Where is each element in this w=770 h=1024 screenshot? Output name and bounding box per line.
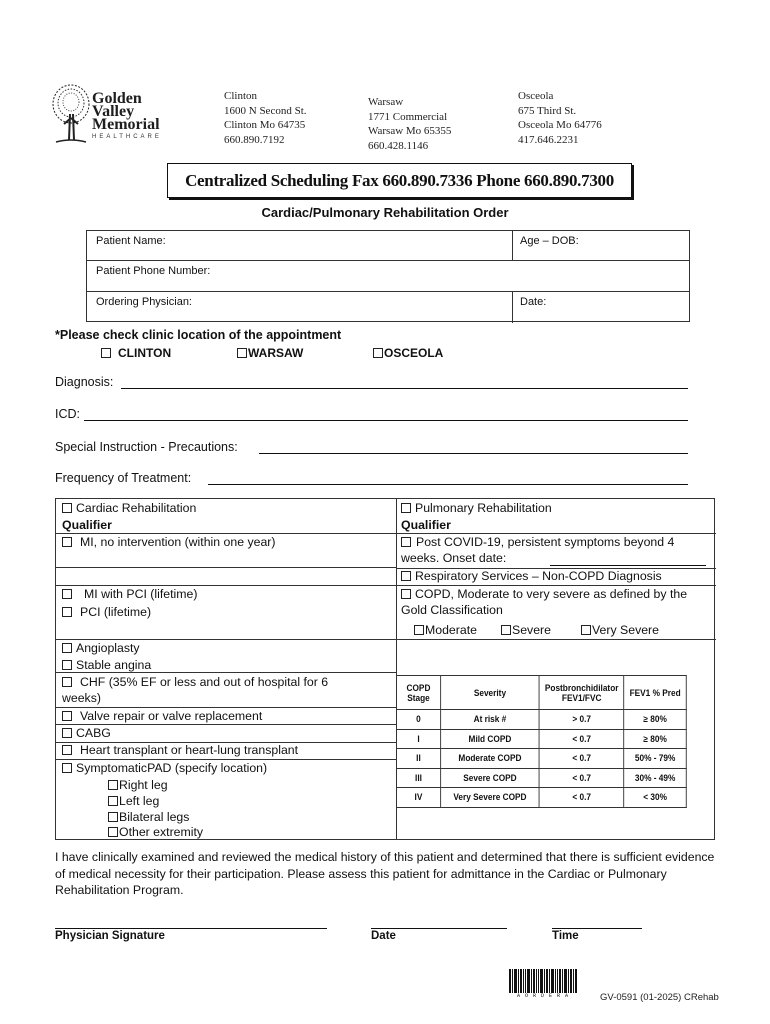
form-code: GV-0591 (01-2025) CRehab <box>600 992 719 1003</box>
pulmonary-qualifier-heading: Qualifier <box>401 518 451 532</box>
checkbox-icon[interactable] <box>62 607 72 617</box>
cardiac-item-mi-no-intervention[interactable]: MI, no intervention (within one year) <box>62 535 275 550</box>
checkbox-icon[interactable] <box>401 589 411 599</box>
icd-label: ICD: <box>55 407 80 421</box>
table-cell: < 0.7 <box>539 768 624 788</box>
table-cell: 50% - 79% <box>624 749 686 769</box>
pad-left-leg[interactable]: Left leg <box>108 794 159 809</box>
table-header-row <box>396 676 686 710</box>
pad-right-leg[interactable]: Right leg <box>108 778 168 793</box>
table-cell: ≥ 80% <box>624 710 686 730</box>
table-cell: III <box>396 768 440 788</box>
clinic-location-prompt: *Please check clinic location of the appointment <box>55 328 342 342</box>
date-label: Date: <box>520 296 547 308</box>
signature-time-label: Time <box>552 930 579 942</box>
checkbox-icon[interactable] <box>62 711 72 721</box>
copd-gold-classification-table <box>396 675 687 808</box>
table-cell: Severe COPD <box>440 768 539 788</box>
physician-attestation: I have clinically examined and reviewed the medical history of this patient and determined that there is sufficient evidence of medical necessity for their participation. Please assess this patient for admittance in the Cardiac or Pulmonary Rehabilitation Program. <box>55 850 715 897</box>
checkbox-icon[interactable] <box>501 625 511 635</box>
header-cell: Severity <box>440 676 539 710</box>
pad-bilateral-legs[interactable]: Bilateral legs <box>108 810 189 825</box>
address-warsaw: Warsaw 1771 Commercial Warsaw Mo 65355 660.428.1146 <box>368 96 452 152</box>
checkbox-icon[interactable] <box>414 625 424 635</box>
checkbox-icon[interactable] <box>581 625 591 635</box>
cardiac-item-stable-angina[interactable]: Stable angina <box>62 658 151 673</box>
frequency-field[interactable] <box>208 484 688 485</box>
cardiac-item-chf[interactable]: CHF (35% EF or less and out of hospital for 6 <box>62 675 328 690</box>
checkbox-icon[interactable] <box>62 763 72 773</box>
pulmonary-copd-gold: Gold Classification <box>401 603 503 617</box>
patient-info-table <box>86 230 690 322</box>
barcode-icon <box>509 969 577 999</box>
signature-date-label: Date <box>371 930 396 942</box>
checkbox-icon[interactable] <box>62 677 72 687</box>
diagnosis-field[interactable] <box>121 388 688 389</box>
clinic-option-osceola[interactable]: OSCEOLA <box>373 346 443 360</box>
header-cell: COPD Stage <box>396 676 440 710</box>
table-cell: 30% - 49% <box>624 768 686 788</box>
cardiac-item-pci[interactable]: PCI (lifetime) <box>62 605 151 620</box>
logo-line1: Golden <box>92 90 142 107</box>
checkbox-icon[interactable] <box>62 503 72 513</box>
checkbox-icon[interactable] <box>401 537 411 547</box>
checkbox-icon[interactable] <box>101 348 111 358</box>
table-cell: > 0.7 <box>539 710 624 730</box>
cardiac-item-mi-pci[interactable]: MI with PCI (lifetime) <box>62 587 197 602</box>
checkbox-icon[interactable] <box>401 571 411 581</box>
pulmonary-item-copd[interactable]: COPD, Moderate to very severe as defined by the <box>401 587 687 602</box>
severity-severe[interactable]: Severe <box>501 623 551 638</box>
tree-icon <box>52 84 90 144</box>
table-cell: ≥ 80% <box>624 729 686 749</box>
table-row <box>396 749 686 769</box>
severity-very-severe[interactable]: Very Severe <box>581 623 659 638</box>
clinic-option-warsaw[interactable]: WARSAW <box>237 346 303 360</box>
physician-signature-label: Physician Signature <box>55 930 165 942</box>
table-cell: < 30% <box>624 788 686 808</box>
table-cell: Moderate COPD <box>440 749 539 769</box>
physician-signature-field[interactable] <box>55 928 327 929</box>
scheduling-banner: Centralized Scheduling Fax 660.890.7336 Phone 660.890.7300 <box>167 163 632 198</box>
checkbox-icon[interactable] <box>62 589 72 599</box>
barcode-text: A O R D E R A <box>516 993 569 999</box>
pulmonary-rehab-option[interactable]: Pulmonary Rehabilitation <box>401 501 552 516</box>
checkbox-icon[interactable] <box>373 348 383 358</box>
table-cell: Very Severe COPD <box>440 788 539 808</box>
ordering-physician-label: Ordering Physician: <box>96 296 192 308</box>
cardiac-rehab-option[interactable]: Cardiac Rehabilitation <box>62 501 196 516</box>
severity-moderate[interactable]: Moderate <box>414 623 477 638</box>
age-dob-label: Age – DOB: <box>520 235 579 247</box>
table-cell: At risk # <box>440 710 539 730</box>
cardiac-item-transplant[interactable]: Heart transplant or heart-lung transplant <box>62 743 298 758</box>
table-cell: 0 <box>396 710 440 730</box>
table-cell: < 0.7 <box>539 729 624 749</box>
logo-subtitle: HEALTHCARE <box>92 134 162 140</box>
table-row <box>396 788 686 808</box>
pulmonary-item-respiratory[interactable]: Respiratory Services – Non-COPD Diagnosis <box>401 569 662 584</box>
checkbox-icon[interactable] <box>62 643 72 653</box>
table-cell: < 0.7 <box>539 788 624 808</box>
cardiac-item-pad[interactable]: SymptomaticPAD (specify location) <box>62 761 267 776</box>
signature-time-field[interactable] <box>552 928 642 929</box>
checkbox-icon[interactable] <box>62 728 72 738</box>
table-cell: < 0.7 <box>539 749 624 769</box>
logo-line3: Memorial <box>92 116 160 133</box>
checkbox-icon[interactable] <box>62 537 72 547</box>
checkbox-icon[interactable] <box>108 796 118 806</box>
checkbox-icon[interactable] <box>62 745 72 755</box>
special-instruction-label: Special Instruction - Precautions: <box>55 440 238 454</box>
golden-valley-logo <box>52 84 172 146</box>
onset-date-field[interactable] <box>550 565 706 566</box>
checkbox-icon[interactable] <box>108 812 118 822</box>
patient-name-label: Patient Name: <box>96 235 166 247</box>
pulmonary-item-covid[interactable]: Post COVID-19, persistent symptoms beyond 4 <box>401 535 674 550</box>
pulmonary-covid-onset: weeks. Onset date: <box>401 551 507 565</box>
frequency-label: Frequency of Treatment: <box>55 471 192 485</box>
table-cell: II <box>396 749 440 769</box>
cardiac-item-cabg[interactable]: CABG <box>62 726 111 741</box>
table-row <box>396 729 686 749</box>
address-osceola: Osceola 675 Third St. Osceola Mo 64776 417.646.2231 <box>518 90 602 146</box>
patient-phone-label: Patient Phone Number: <box>96 265 211 277</box>
checkbox-icon[interactable] <box>62 660 72 670</box>
table-cell: IV <box>396 788 440 808</box>
address-clinton: Clinton 1600 N Second St. Clinton Mo 64735 660.890.7192 <box>224 90 307 146</box>
checkbox-icon[interactable] <box>237 348 247 358</box>
form-title: Cardiac/Pulmonary Rehabilitation Order <box>261 205 509 220</box>
table-row <box>396 710 686 730</box>
special-instruction-field[interactable] <box>259 453 688 454</box>
signature-date-field[interactable] <box>371 928 507 929</box>
checkbox-icon[interactable] <box>108 827 118 837</box>
table-cell: Mild COPD <box>440 729 539 749</box>
diagnosis-label: Diagnosis: <box>55 375 114 389</box>
logo-line2: Valley <box>92 103 135 120</box>
clinic-option-clinton[interactable]: CLINTON <box>101 346 171 360</box>
cardiac-item-chf-cont: weeks) <box>62 691 101 705</box>
header-cell: Postbronchidilator FEV1/FVC <box>539 676 624 710</box>
pad-other-extremity[interactable]: Other extremity <box>108 825 203 840</box>
cardiac-item-valve[interactable]: Valve repair or valve replacement <box>62 709 262 724</box>
table-row <box>396 768 686 788</box>
header-cell: FEV1 % Pred <box>624 676 686 710</box>
table-cell: I <box>396 729 440 749</box>
cardiac-item-angioplasty[interactable]: Angioplasty <box>62 641 140 656</box>
icd-field[interactable] <box>84 420 688 421</box>
cardiac-qualifier-heading: Qualifier <box>62 518 112 532</box>
checkbox-icon[interactable] <box>108 780 118 790</box>
checkbox-icon[interactable] <box>401 503 411 513</box>
